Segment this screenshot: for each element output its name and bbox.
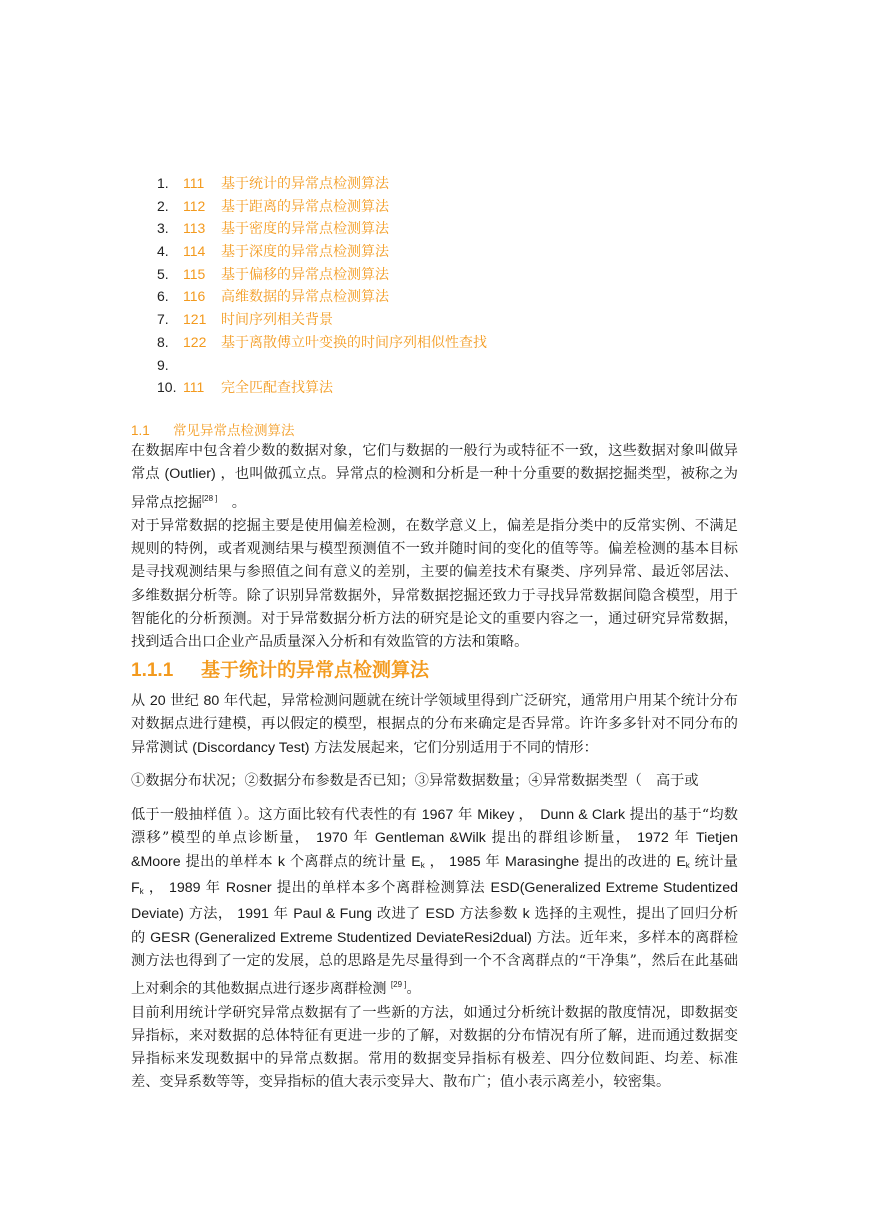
toc-number: 9.: [157, 356, 169, 373]
subscript: k: [420, 860, 425, 870]
toc-title[interactable]: 基于离散傅立叶变换的时间序列相似性查找: [221, 334, 487, 351]
text-run: ESD(Generalized Extreme Studentized Deviate): [131, 880, 738, 923]
text-run: 在数据库中包含着少数的数据对象，它们与数据的一般行为或特征不一致，这些数据对象叫做异常点: [131, 443, 738, 483]
text-run: 世纪: [170, 693, 199, 709]
stat-paragraph-4: 目前利用统计学研究异常点数据有了一些新的方法，如通过分析统计数据的散度情况，即数据变异指标，来对数据的总体特征有更进一步的了解，对数据的分布情况有所了解，进而通过数据变异指标来发现数据中的异常点数据。常用的数据变异指标有极差、四分位数间距、均差、标准差、变异系数等等，变异指标的值大表示变异大、散布广；值小表示离差小，较密集。: [131, 1004, 738, 1091]
subsection-title: 基于统计的异常点检测算法: [201, 659, 430, 681]
text-run: 年: [353, 830, 370, 847]
section-number: 1.1: [131, 423, 150, 438]
toc-title[interactable]: 高维数据的异常点检测算法: [221, 289, 389, 306]
stat-paragraph-2: ①数据分布状况；②数据分布参数是否已知；③异常数据数量；④异常数据类型（ 高于或: [131, 772, 699, 789]
toc-item[interactable]: [157, 263, 487, 286]
text-run: 低于一般抽样值 ）。这方面比较有代表性的有: [131, 807, 418, 824]
text-run: Paul & Fung: [293, 906, 373, 923]
section-heading: [131, 419, 295, 439]
text-run: 1970: [316, 830, 348, 847]
toc-number: 2.: [157, 197, 169, 214]
toc-number: 10.: [157, 379, 177, 396]
term-outlier: (Outlier): [164, 466, 216, 483]
text-run: 方法发展起来，它们分别适用于不同的情形：: [314, 739, 598, 756]
text-run: 1991: [237, 906, 269, 923]
section-title: 常见异常点检测算法: [173, 423, 295, 439]
text-run: 提出的单样本: [185, 853, 273, 870]
toc-title[interactable]: 完全匹配查找算法: [221, 380, 333, 397]
text-run: 个离群点的统计量: [289, 853, 407, 870]
toc-number: 6.: [157, 288, 169, 305]
text-run: 方法。近年来，多样本的离群检测方法也得到了一定的发展，总的思路是先尽量得到一个不含离群点的“干净集”，然后在此基础上对剩余的其他数据点进行逐步离群检测: [131, 929, 738, 998]
text-run: ，: [148, 880, 164, 897]
text-run: Gentleman &Wilk: [374, 830, 486, 847]
text-run: 方法参数: [459, 906, 518, 923]
toc-code[interactable]: 121: [183, 311, 207, 328]
intro-text: [131, 440, 738, 655]
text-run: 提出的基于“均数漂移”模型的单点诊断量，: [131, 807, 738, 847]
intro-paragraph-2: 对于异常数据的挖掘主要是使用偏差检测，在数学意义上，偏差是指分类中的反常实例、不满足规则的特例，或者观测结果与模型预测值不一致并随时间的变化的值等等。偏差检测的基本目标是寻找观测结果与参照值之间有意义的差别，主要的偏差技术有聚类、序列异常、最近邻居法、多维数据分析等。除了识别异常数据外，异常数据挖掘还致力于寻找异常数据间隐含模型，用于智能化的分析预测。对于异常数据分析方法的研究是论文的重要内容之一，通过研究异常数据，找到适合出口企业产品质量深入分析和有效监管的方法和策略。: [131, 517, 738, 651]
text-run: 年: [273, 906, 289, 923]
toc-item[interactable]: [157, 376, 487, 399]
toc-item[interactable]: [157, 308, 487, 331]
toc-title[interactable]: 基于偏移的异常点检测算法: [221, 266, 389, 283]
toc-number: 3.: [157, 220, 169, 237]
citation-ref[interactable]: [28 ]: [201, 493, 218, 503]
toc-code[interactable]: 111: [183, 379, 205, 396]
toc-number: 1.: [157, 175, 169, 191]
text-run: 1972: [637, 830, 669, 847]
citation-ref[interactable]: [29 ]: [390, 980, 407, 990]
text-run: 年: [674, 830, 691, 847]
subsection-heading: [131, 655, 429, 682]
text-run: Marasinghe: [505, 853, 580, 870]
text-run: 提出的改进的: [584, 853, 672, 870]
text-run: 年: [485, 853, 501, 870]
table-of-contents: [157, 172, 487, 399]
text-run: 从: [131, 693, 146, 709]
subscript: k: [685, 860, 690, 870]
toc-title[interactable]: 基于深度的异常点检测算法: [221, 244, 389, 261]
text-run: 1967: [421, 807, 454, 824]
text-run: Rosner: [225, 880, 272, 897]
term-discordancy-test: (Discordancy Test): [192, 739, 310, 756]
toc-item[interactable]: [157, 217, 487, 240]
toc-number: 5.: [157, 265, 169, 282]
toc-item[interactable]: [157, 172, 487, 195]
toc-title[interactable]: 基于距离的异常点检测算法: [221, 198, 389, 215]
text-run: 年: [458, 807, 473, 824]
toc-item[interactable]: [157, 195, 487, 218]
toc-title[interactable]: 基于密度的异常点检测算法: [221, 221, 389, 238]
statistics-text: [131, 690, 738, 1095]
toc-item[interactable]: [157, 285, 487, 308]
text-run: 统计量: [694, 853, 738, 870]
toc-number: 4.: [157, 243, 169, 260]
text-run: k: [277, 853, 285, 870]
toc-code[interactable]: 114: [183, 243, 206, 260]
toc-code[interactable]: 112: [183, 197, 206, 214]
text-run: ，: [429, 853, 445, 870]
toc-item[interactable]: [157, 331, 487, 354]
text-run: 年代起，异常检测问题就在统计学领域里得到广泛研究，通常用户用某个统计分布对数据点进行建模，再以假定的模型，根据点的分布来确定是否异常。许许多多针对不同分布的异常测试: [131, 693, 738, 756]
text-run: 方法，: [188, 906, 233, 923]
toc-code[interactable]: 116: [183, 288, 206, 305]
toc-code[interactable]: 122: [183, 333, 207, 350]
text-run: 改进了: [376, 906, 421, 923]
text-run: ，也叫做孤立点。异常点的检测和分析是一种十分重要的数据挖掘类型，被称之为异常点挖掘: [131, 466, 738, 511]
text-run: 提出的单样本多个离群检测算法: [276, 880, 486, 897]
stat-paragraph-3: [131, 804, 738, 1001]
text-run: 年: [205, 880, 221, 897]
text-run: E: [411, 853, 421, 870]
text-run: 提出的群组诊断量，: [491, 830, 632, 847]
toc-number: 8.: [157, 333, 169, 350]
subsection-number: 1.1.1: [131, 660, 174, 681]
subscript: k: [139, 887, 144, 897]
text-run: 。: [406, 981, 421, 998]
toc-code[interactable]: 111: [183, 175, 205, 191]
intro-paragraph-1: [131, 440, 738, 515]
toc-title[interactable]: 时间序列相关背景: [221, 312, 333, 329]
text-run: F: [131, 880, 140, 897]
toc-code[interactable]: 115: [183, 265, 206, 282]
toc-code[interactable]: 113: [183, 220, 206, 237]
text-run: Mikey ， Dunn & Clark: [477, 807, 626, 824]
stat-paragraph-1: [131, 690, 738, 760]
text-run: 80: [203, 693, 220, 709]
text-run: GESR (Generalized Extreme Studentized DeviateResi2dual): [150, 929, 532, 946]
text-run: 1989: [169, 880, 201, 897]
text-run: 。: [231, 494, 246, 511]
text-run: 选择的主观性，提出了回归分析的: [131, 906, 739, 946]
text-run: E: [676, 853, 686, 870]
text-run: ESD: [425, 906, 455, 923]
toc-number: 7.: [157, 311, 169, 328]
toc-item: [157, 354, 487, 377]
text-run: k: [522, 906, 530, 923]
toc-item[interactable]: [157, 240, 487, 263]
toc-title[interactable]: 基于统计的异常点检测算法: [221, 176, 389, 192]
text-run: 20: [149, 693, 166, 709]
text-run: Tietjen &Moore: [131, 830, 738, 870]
text-run: 1985: [449, 853, 481, 870]
